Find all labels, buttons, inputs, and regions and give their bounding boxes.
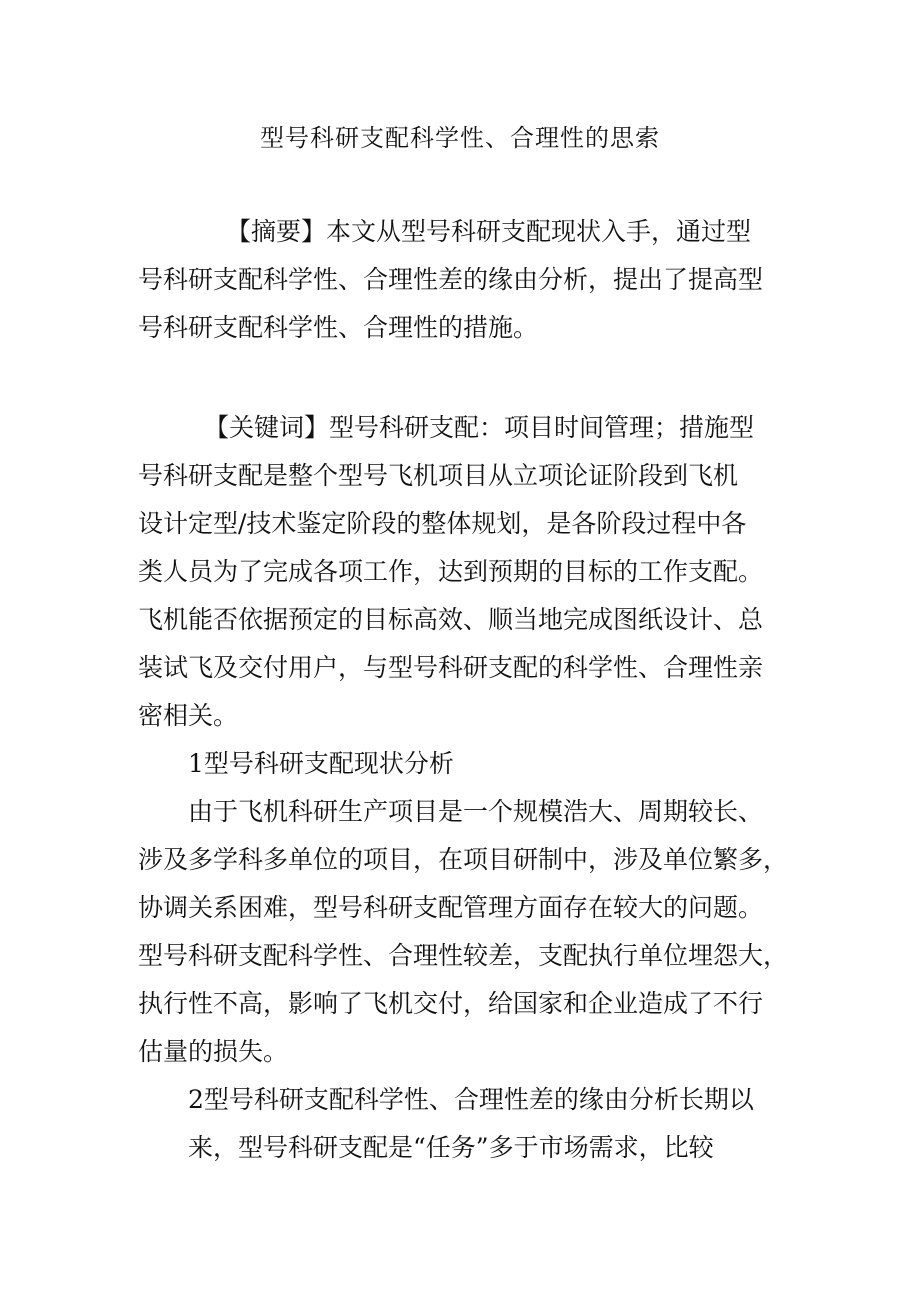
abstract-line: 【摘要】本文从型号科研支配现状入手，通过型: [226, 217, 752, 246]
section-1-heading: 1型号科研支配现状分析: [188, 749, 454, 778]
keywords-paragraph: [138, 404, 786, 740]
document-title: 型号科研支配科学性、合理性的思索: [260, 124, 660, 152]
body-line: 设计定型/技术鉴定阶段的整体规划，是各阶段过程中各: [138, 509, 747, 538]
section-1-paragraph: [138, 788, 789, 1076]
body-line: 由于飞机科研生产项目是一个规模浩大、周期较长、: [188, 797, 764, 826]
body-line: 执行性不高，影响了飞机交付，给国家和企业造成了不行: [138, 989, 764, 1018]
body-line: 密相关。: [138, 701, 239, 730]
body-line: 号科研支配是整个型号飞机项目从立项论证阶段到飞机: [138, 461, 739, 490]
body-line: 类人员为了完成各项工作，达到预期的目标的工作支配。: [138, 557, 764, 586]
section-2-paragraph: [138, 1076, 786, 1172]
section-1-heading-block: [138, 740, 786, 788]
body-line: 协调关系困难，型号科研支配管理方面存在较大的问题。: [138, 893, 764, 922]
abstract-paragraph: [138, 208, 786, 352]
body-line: 估量的损失。: [138, 1037, 289, 1066]
body-line: 来，型号科研支配是“任务”多于市场需求，比较: [188, 1133, 714, 1162]
keywords-line: 【关键词】型号科研支配：项目时间管理；措施型: [204, 413, 755, 442]
body-line: 型号科研支配科学性、合理性较差，支配执行单位埋怨大，: [138, 941, 789, 970]
abstract-line: 号科研支配科学性、合理性的措施。: [138, 313, 539, 342]
abstract-line: 号科研支配科学性、合理性差的缘由分析，提出了提高型: [138, 265, 764, 294]
body-line: 涉及多学科多单位的项目，在项目研制中，涉及单位繁多，: [138, 845, 789, 874]
body-line: 装试飞及交付用户，与型号科研支配的科学性、合理性亲: [138, 653, 764, 682]
section-2-heading-line: 2型号科研支配科学性、合理性差的缘由分析长期以: [188, 1085, 754, 1114]
body-line: 飞机能否依据预定的目标高效、顺当地完成图纸设计、总: [138, 605, 764, 634]
